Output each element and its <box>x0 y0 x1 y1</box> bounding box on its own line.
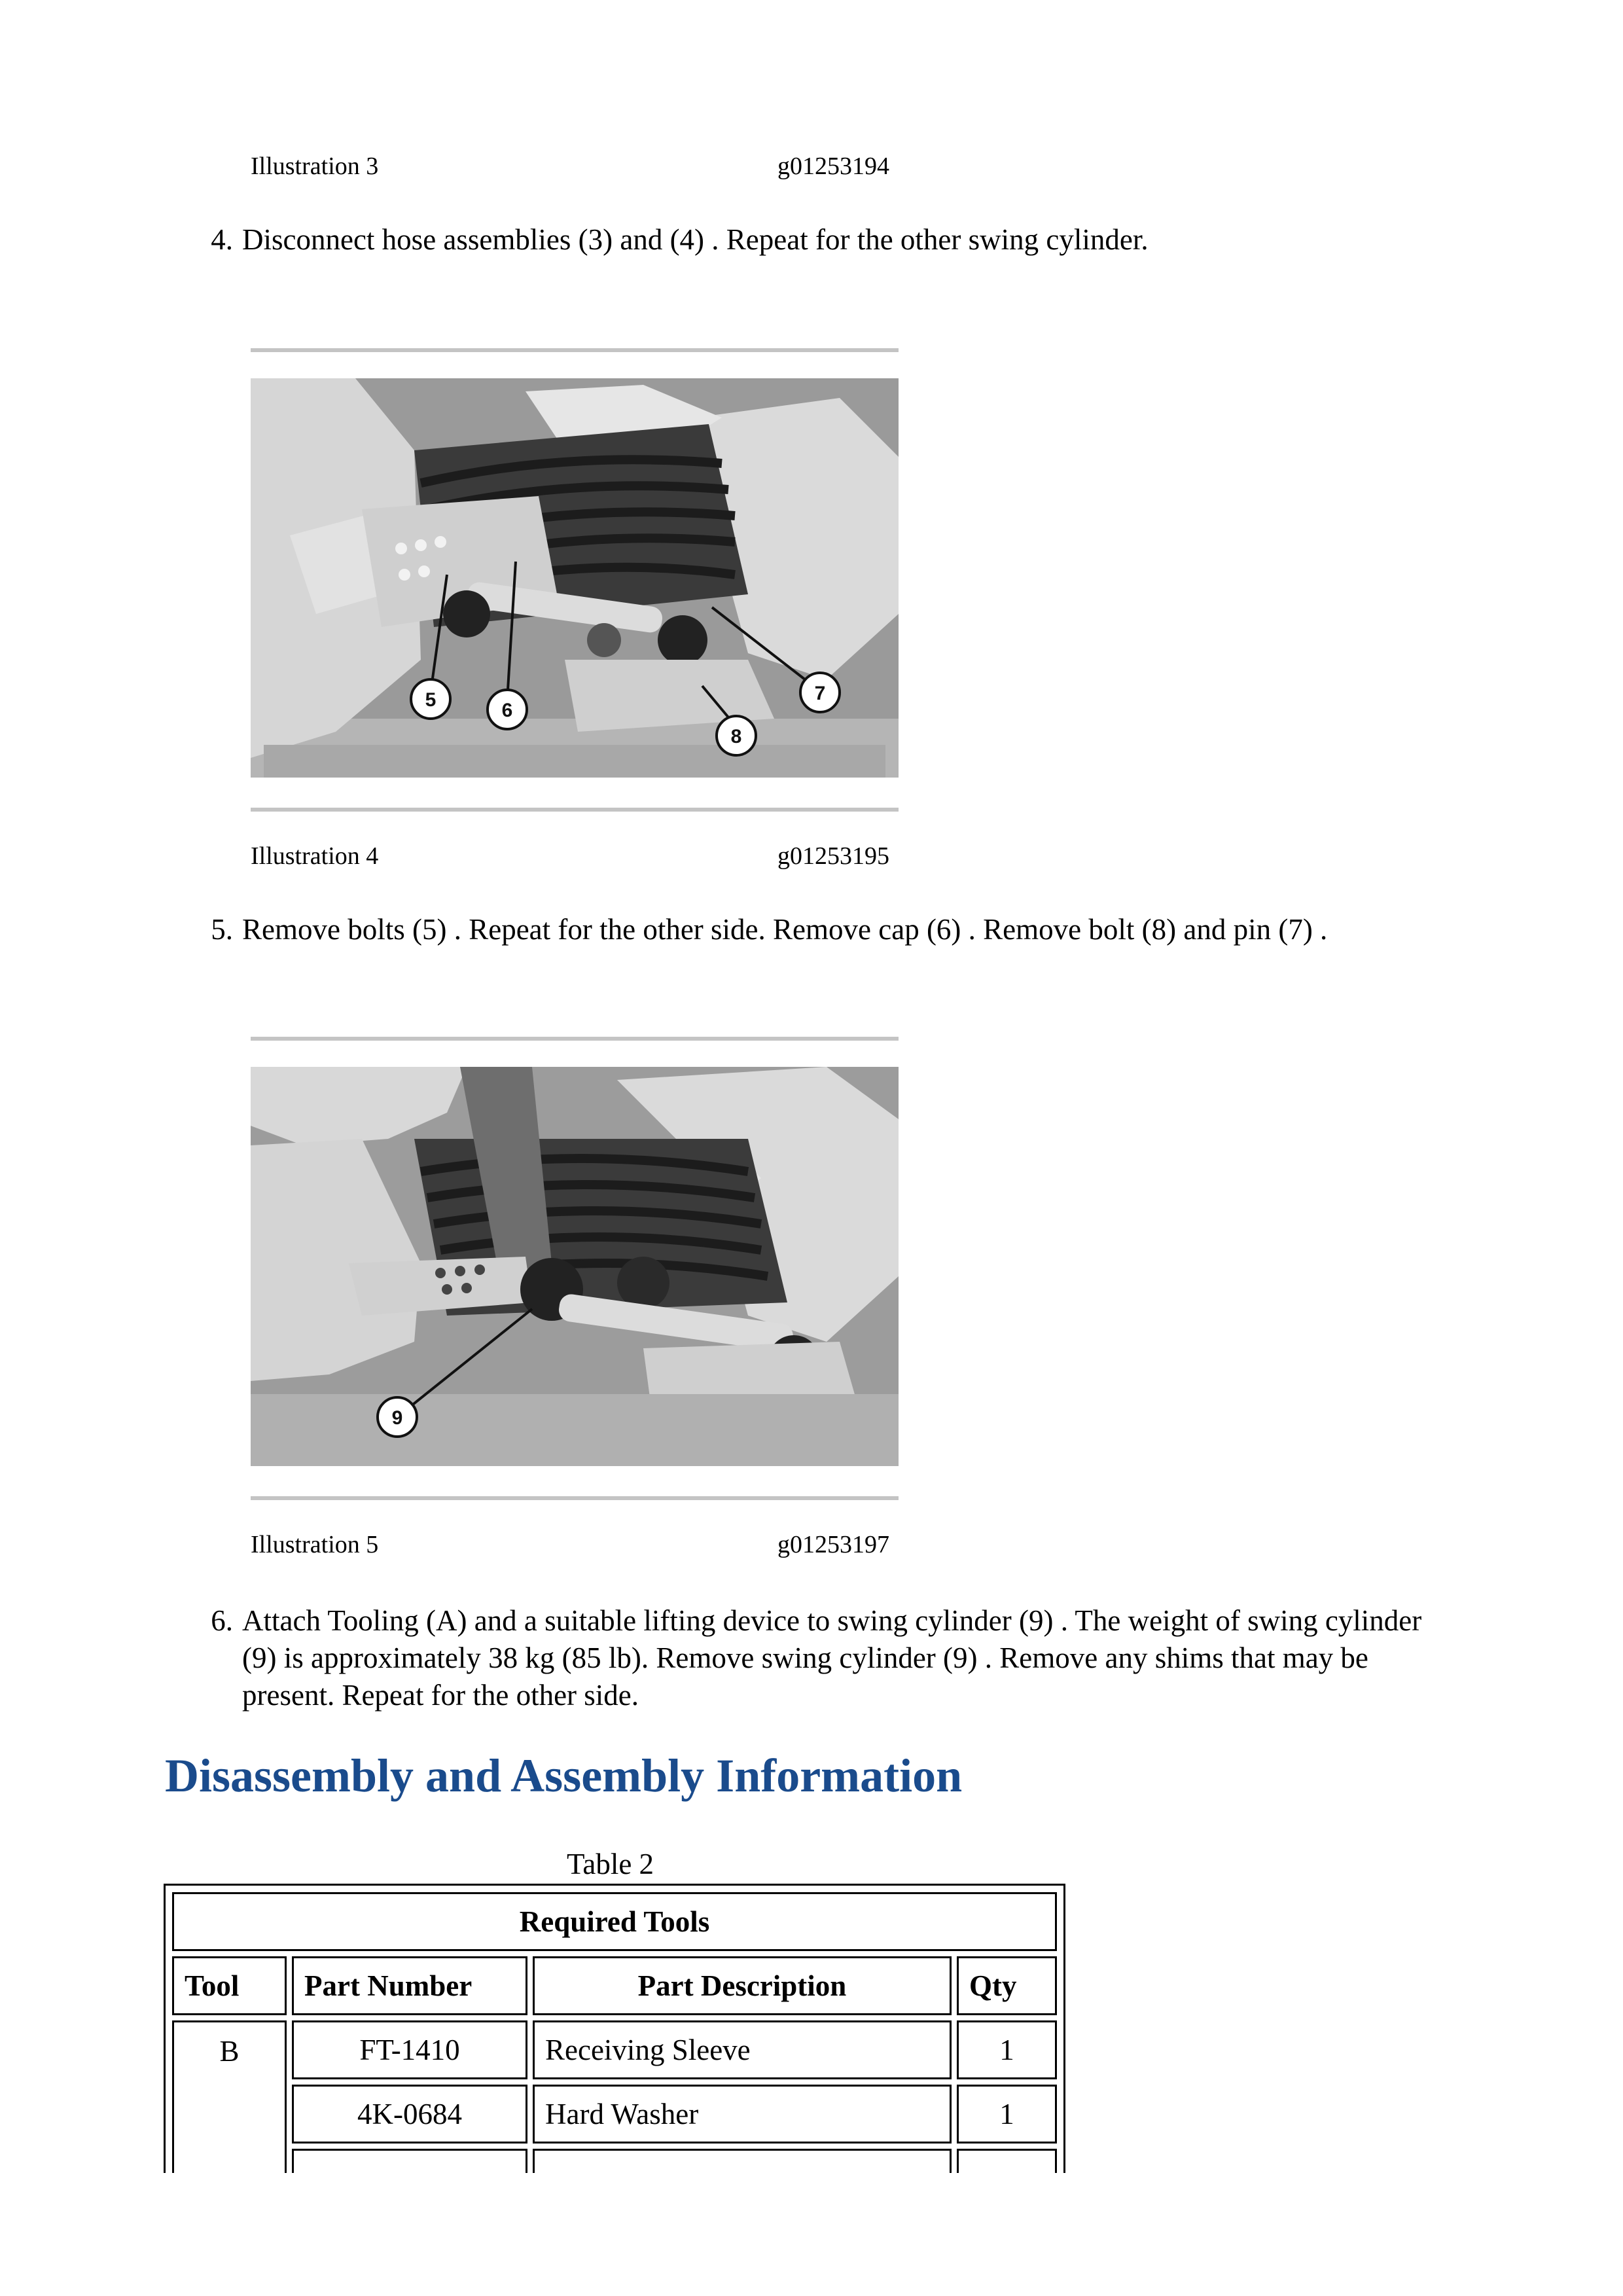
callout-7 <box>800 673 840 712</box>
figure-bottom-rule <box>251 1496 899 1500</box>
callout-label: 6 <box>501 700 513 721</box>
table-title: Required Tools <box>172 1892 1057 1951</box>
illustration-3-label: Illustration 3 <box>251 152 379 180</box>
table-cell-qty: 1 <box>957 2085 1057 2144</box>
callout-8 <box>717 716 756 755</box>
figure-bottom-rule <box>251 808 899 812</box>
callout-label: 9 <box>391 1407 403 1429</box>
table-cell-qty: 1 <box>957 2020 1057 2079</box>
required-tools-table <box>164 1884 1065 2173</box>
step-number: 5. <box>211 913 233 946</box>
table-cell-part-number: 4K-0684 <box>292 2085 527 2144</box>
table-cell-description: Receiving Sleeve <box>533 2020 952 2079</box>
header-part-number: Part Number <box>292 1956 527 2015</box>
callout-6 <box>488 690 527 729</box>
step-text: Remove bolts (5) . Repeat for the other side. Remove cap (6) . Remove bolt (8) and pin (7) . <box>242 913 1328 946</box>
table-cell-description <box>533 2149 952 2173</box>
step-text: Attach Tooling (A) and a suitable lifting device to swing cylinder (9) . The weight of swing cylinder (9) is approximately 38 kg (85 lb). Remove swing cylinder (9) . Remove any shims that may be present. Repeat for the other side. <box>242 1604 1422 1712</box>
callout-label: 7 <box>814 683 826 704</box>
illustration-5-photo <box>251 1067 899 1466</box>
callout-9 <box>378 1397 417 1437</box>
figure-top-rule <box>251 348 899 352</box>
illustration-4-photo <box>251 378 899 778</box>
step-number: 6. <box>211 1604 233 1637</box>
callout-label: 8 <box>730 726 742 747</box>
table-caption: Table 2 <box>567 1848 654 1880</box>
table-cell-tool: B <box>172 2020 287 2173</box>
header-part-description: Part Description <box>533 1956 952 2015</box>
illustration-3-code: g01253194 <box>777 152 889 180</box>
illustration-4-label: Illustration 4 <box>251 842 379 870</box>
callout-label: 5 <box>425 689 437 711</box>
table-cell-part-number: FT-1410 <box>292 2020 527 2079</box>
table-cell-description: Hard Washer <box>533 2085 952 2144</box>
illustration-5-label: Illustration 5 <box>251 1531 379 1558</box>
table-cell-part-number <box>292 2149 527 2173</box>
step-number: 4. <box>211 223 233 256</box>
header-qty: Qty <box>957 1956 1057 2015</box>
section-heading: Disassembly and Assembly Information <box>165 1749 963 1802</box>
illustration-4-code: g01253195 <box>777 842 889 870</box>
header-tool: Tool <box>172 1956 287 2015</box>
callout-5 <box>411 679 450 719</box>
step-text: Disconnect hose assemblies (3) and (4) . Repeat for the other swing cylinder. <box>242 223 1149 256</box>
figure-top-rule <box>251 1037 899 1041</box>
table-cell-qty <box>957 2149 1057 2173</box>
illustration-5-code: g01253197 <box>777 1531 889 1558</box>
